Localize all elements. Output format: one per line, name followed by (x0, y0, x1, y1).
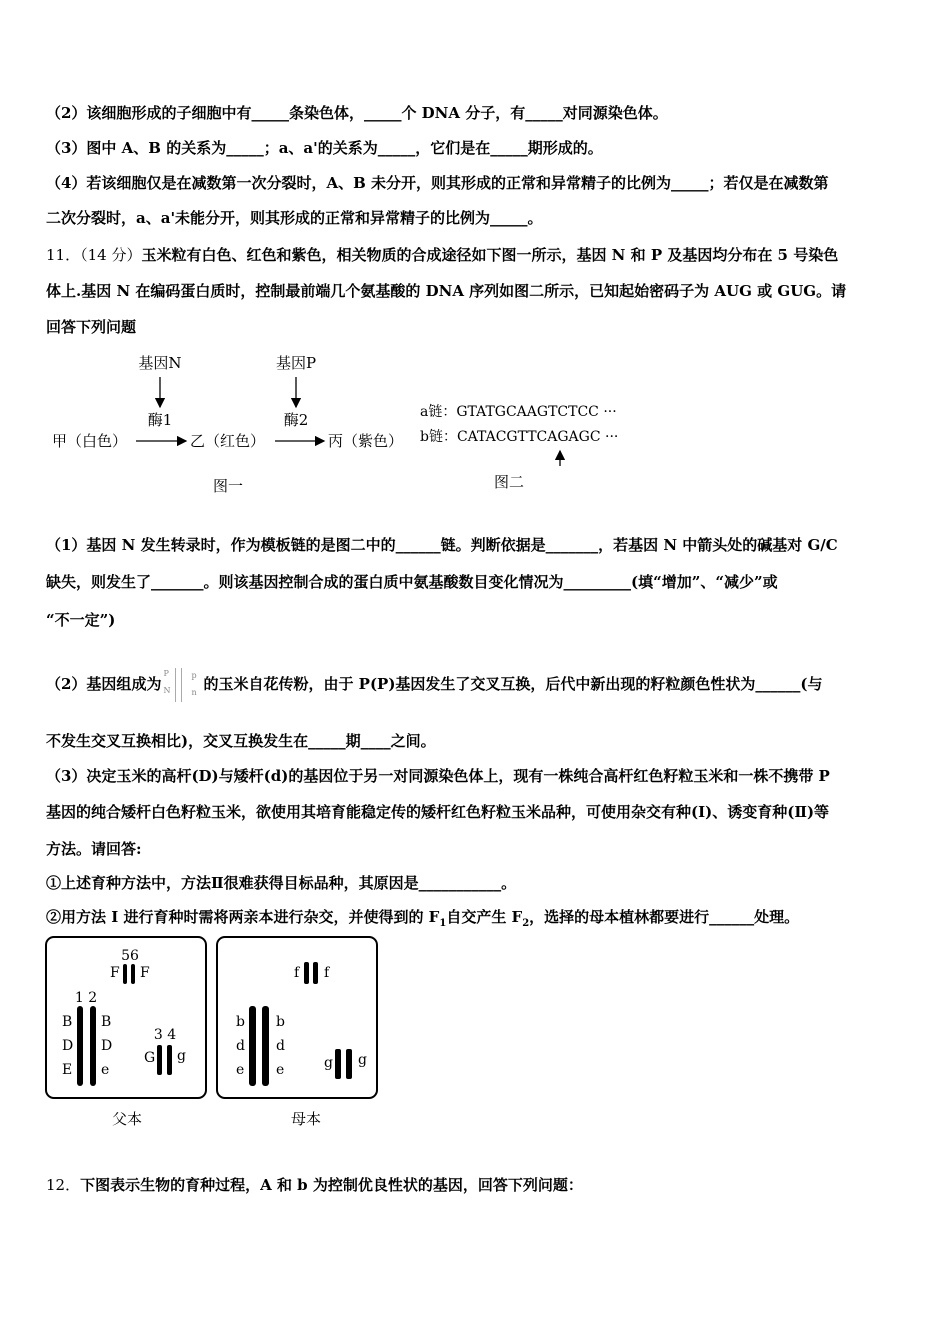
fig1-enzyme1: 酶1 (147, 411, 173, 429)
f2-subscript: 2 (522, 918, 530, 929)
mother-chromosome-1 (249, 1006, 256, 1086)
q12-number: 12． (46, 1176, 81, 1194)
fig1-gene-p: 基因P (275, 354, 317, 372)
q11-part2-line1 (46, 668, 823, 702)
father-allele-D: D (62, 1038, 74, 1054)
q11-part2-line2: 不发生交叉互换相比)，交叉互换发生在_____期____之间。 (46, 732, 436, 750)
genotype-bottom-2: n (191, 688, 197, 697)
mother-chromosome-6 (313, 962, 318, 984)
q11-intro-line2: 体上.基因 N 在编码蛋白质时，控制最前端几个氨基酸的 DNA 序列如图二所示，已知起始密码子为 AUG 或 GUG。请 (46, 282, 847, 300)
genotype-chromosome-1 (175, 668, 176, 702)
father-chromosome-1 (77, 1006, 83, 1086)
fig1-gene-n: 基因N (138, 354, 182, 372)
genotype-chromosome-2 (181, 668, 182, 702)
mother-allele-e2: e (276, 1062, 285, 1078)
father-allele-B: B (62, 1014, 73, 1030)
q10-part2: （2）该细胞形成的子细胞中有_____条染色体，_____个 DNA 分子，有_____对同源染色体。 (46, 104, 668, 122)
father-allele-e: e (101, 1062, 110, 1078)
q11-figures (0, 345, 950, 505)
mother-chromosome-5 (304, 962, 309, 984)
mother-allele-d2: d (276, 1038, 285, 1054)
f1-subscript: 1 (439, 918, 447, 929)
fig1-substance-purple: 丙（紫色） (328, 432, 404, 450)
q11-part1-line1: （1）基因 N 发生转录时，作为模板链的是图二中的______链。判断依据是_______，若基因 N 中箭头处的碱基对 G/C (46, 536, 838, 554)
genotype-bottom-1: N (163, 686, 171, 695)
q11-intro-line1 (46, 244, 838, 265)
q10-part4-line2: 二次分裂时，a、a'未能分开，则其形成的正常和异常精子的比例为_____。 (46, 209, 543, 227)
q11-part2-prefix: （2）基因组成为 (46, 675, 162, 693)
father-allele-E: E (62, 1062, 73, 1078)
genotype-top-1: P (163, 669, 169, 678)
mother-chromosome-2 (262, 1006, 269, 1086)
mother-allele-b2: b (276, 1014, 285, 1030)
mother-caption: 母本 (290, 1110, 322, 1128)
q11-intro-text: 玉米粒有白色、红色和紫色，相关物质的合成途径如下图一所示，基因 N 和 P 及基因均分布在 5 号染色 (141, 246, 839, 264)
q11-part3-line5-text-b: 自交产生 F (446, 908, 523, 926)
mother-chromosome-4 (346, 1049, 352, 1079)
q11-part3-line4: ①上述育种方法中，方法Ⅱ很难获得目标品种，其原因是___________。 (46, 874, 517, 892)
fig2-caption: 图二 (493, 473, 525, 491)
father-allele-F-left: F (110, 965, 120, 981)
q11-part3-line1: （3）决定玉米的高杆(D)与矮杆(d)的基因位于另一对同源染色体上，现有一株纯合高杆红色籽粒玉米和一株不携带 P (46, 767, 830, 785)
father-allele-D2: D (101, 1038, 113, 1054)
mother-allele-f-right: f (324, 965, 330, 981)
chromosome-figure (0, 930, 950, 1135)
q12-text: 下图表示生物的育种过程，A 和 b 为控制优良性状的基因，回答下列问题： (80, 1176, 583, 1194)
father-allele-F-right: F (140, 965, 150, 981)
father-label-12: 1 2 (74, 990, 98, 1006)
q10-part3: （3）图中 A、B 的关系为_____；a、a'的关系为_____，它们是在_____期形成的。 (46, 139, 603, 157)
father-chromosome-3 (157, 1045, 162, 1075)
fig2-b-chain: b链：CATACGTTCAGAGC ··· (420, 429, 619, 445)
father-chromosome-6 (131, 964, 135, 984)
mother-chromosome-3 (335, 1049, 341, 1079)
father-label-34: 3 4 (153, 1027, 177, 1043)
father-chromosome-5 (123, 964, 127, 984)
q11-part3-line5 (46, 906, 799, 929)
genotype-symbol (161, 668, 203, 702)
fig1-caption: 图一 (212, 477, 244, 495)
father-chromosome-2 (90, 1006, 96, 1086)
q11-part1-line2: 缺失，则发生了_______。则该基因控制合成的蛋白质中氨基酸数目变化情况为_________(填“增加”、“减少”或 (46, 573, 778, 591)
father-label-56: 56 (121, 948, 139, 964)
q11-part2-suffix: 的玉米自花传粉，由于 P(P)基因发生了交叉互换，后代中新出现的籽粒颜色性状为______(与 (203, 675, 823, 693)
mother-allele-g-left: g (324, 1055, 333, 1071)
fig1-enzyme2: 酶2 (283, 411, 309, 429)
mother-allele-g-right: g (358, 1052, 367, 1068)
fig1-substance-white: 甲（白色） (52, 432, 128, 450)
q11-part1-line3: “不一定”) (46, 611, 116, 629)
q11-intro-line3: 回答下列问题 (46, 318, 137, 336)
q11-part3-line2: 基因的纯合矮杆白色籽粒玉米，欲使用其培育能稳定传的矮杆红色籽粒玉米品种，可使用杂交有种(I)、诱变育种(Ⅱ)等 (46, 803, 830, 821)
genotype-top-2: p (191, 671, 197, 680)
father-allele-G: G (144, 1050, 156, 1066)
father-allele-B2: B (101, 1014, 112, 1030)
q11-part3-line5-text-c: ，选择的母本植林都要进行______处理。 (529, 908, 800, 926)
mother-allele-e: e (236, 1062, 245, 1078)
mother-allele-b: b (236, 1014, 245, 1030)
father-chromosome-4 (167, 1045, 172, 1075)
q12-line (46, 1174, 583, 1195)
q11-part3-line3: 方法。请回答: (46, 840, 142, 858)
q10-part4-line1: （4）若该细胞仅是在减数第一次分裂时，A、B 未分开，则其形成的正常和异常精子的比例为_____；若仅是在减数第 (46, 174, 829, 192)
father-caption: 父本 (111, 1110, 143, 1128)
fig2-a-chain: a链：GTATGCAAGTCTCC ··· (420, 404, 617, 420)
q11-part3-line5-text-a: ②用方法 I 进行育种时需将两亲本进行杂交，并使得到的 F (46, 908, 440, 926)
mother-allele-d: d (236, 1038, 245, 1054)
q11-number: 11．（14 分） (46, 246, 142, 264)
fig1-substance-red: 乙（红色） (190, 432, 266, 450)
mother-allele-f-left: f (294, 965, 300, 981)
father-allele-g: g (177, 1048, 186, 1064)
